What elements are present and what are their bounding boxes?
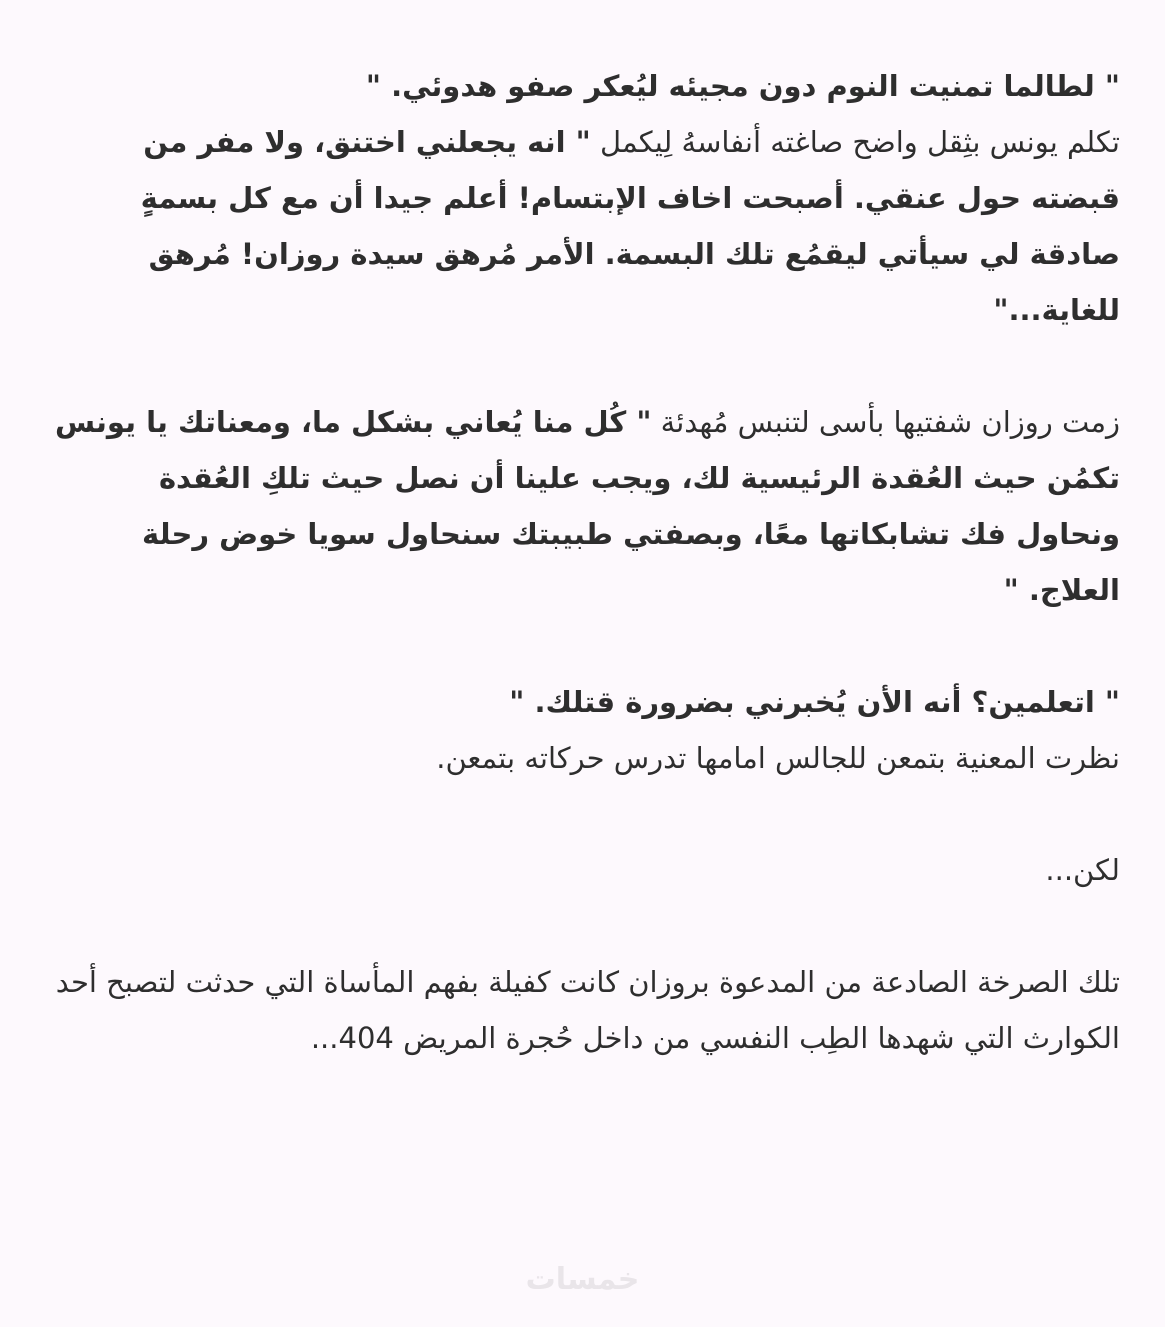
dialogue-paragraph: " لطالما تمنيت النوم دون مجيئه ليُعكر صفو هدوئي. "	[365, 69, 1120, 103]
paragraph-spacer	[48, 898, 1120, 954]
paragraph-spacer	[48, 338, 1120, 394]
narration-text: زمت روزان شفتيها بأسى لتنبس مُهدئة	[651, 405, 1120, 439]
narration-text: تكلم يونس بثِقل واضح صاغته أنفاسهُ لِيكمل	[590, 125, 1120, 159]
watermark-logo: خمسات	[525, 1262, 640, 1297]
narration-paragraph: تلك الصرخة الصادعة من المدعوة بروزان كانت كفيلة بفهم المأساة التي حدثت لتصبح أحد الكوارث التي شهدها الطِب النفسي من داخل حُجرة المريض 404...	[55, 965, 1120, 1055]
dialogue-text: " كُل منا يُعاني بشكل ما، ومعناتك يا يونس تكمُن حيث العُقدة الرئيسية لك، ويجب علينا أن نصل حيث تلكِ العُقدة ونحاول فك تشابكاتها معًا، وبصفتي طبيبتك سنحاول سويا خوض رحلة العلاج. "	[55, 405, 1120, 607]
narration-paragraph: لكن...	[1045, 853, 1120, 887]
paragraph-spacer	[48, 618, 1120, 674]
dialogue-paragraph: " اتعلمين؟ أنه الأن يُخبرني بضرورة قتلك. "	[509, 685, 1120, 719]
story-text	[48, 58, 1120, 1066]
dialogue-text: " انه يجعلني اختنق، ولا مفر من قبضته حول عنقي. أصبحت اخاف الإبتسام! أعلم جيدا أن مع كل بسمةٍ صادقة لي سيأتي ليقمُع تلك البسمة. الأمر مُرهق سيدة روزان! مُرهق للغاية..."	[140, 125, 1120, 327]
narration-paragraph	[48, 394, 1120, 618]
narration-paragraph	[48, 114, 1120, 338]
paragraph-spacer	[48, 786, 1120, 842]
narration-paragraph: نظرت المعنية بتمعن للجالس امامها تدرس حركاته بتمعن.	[436, 741, 1120, 775]
